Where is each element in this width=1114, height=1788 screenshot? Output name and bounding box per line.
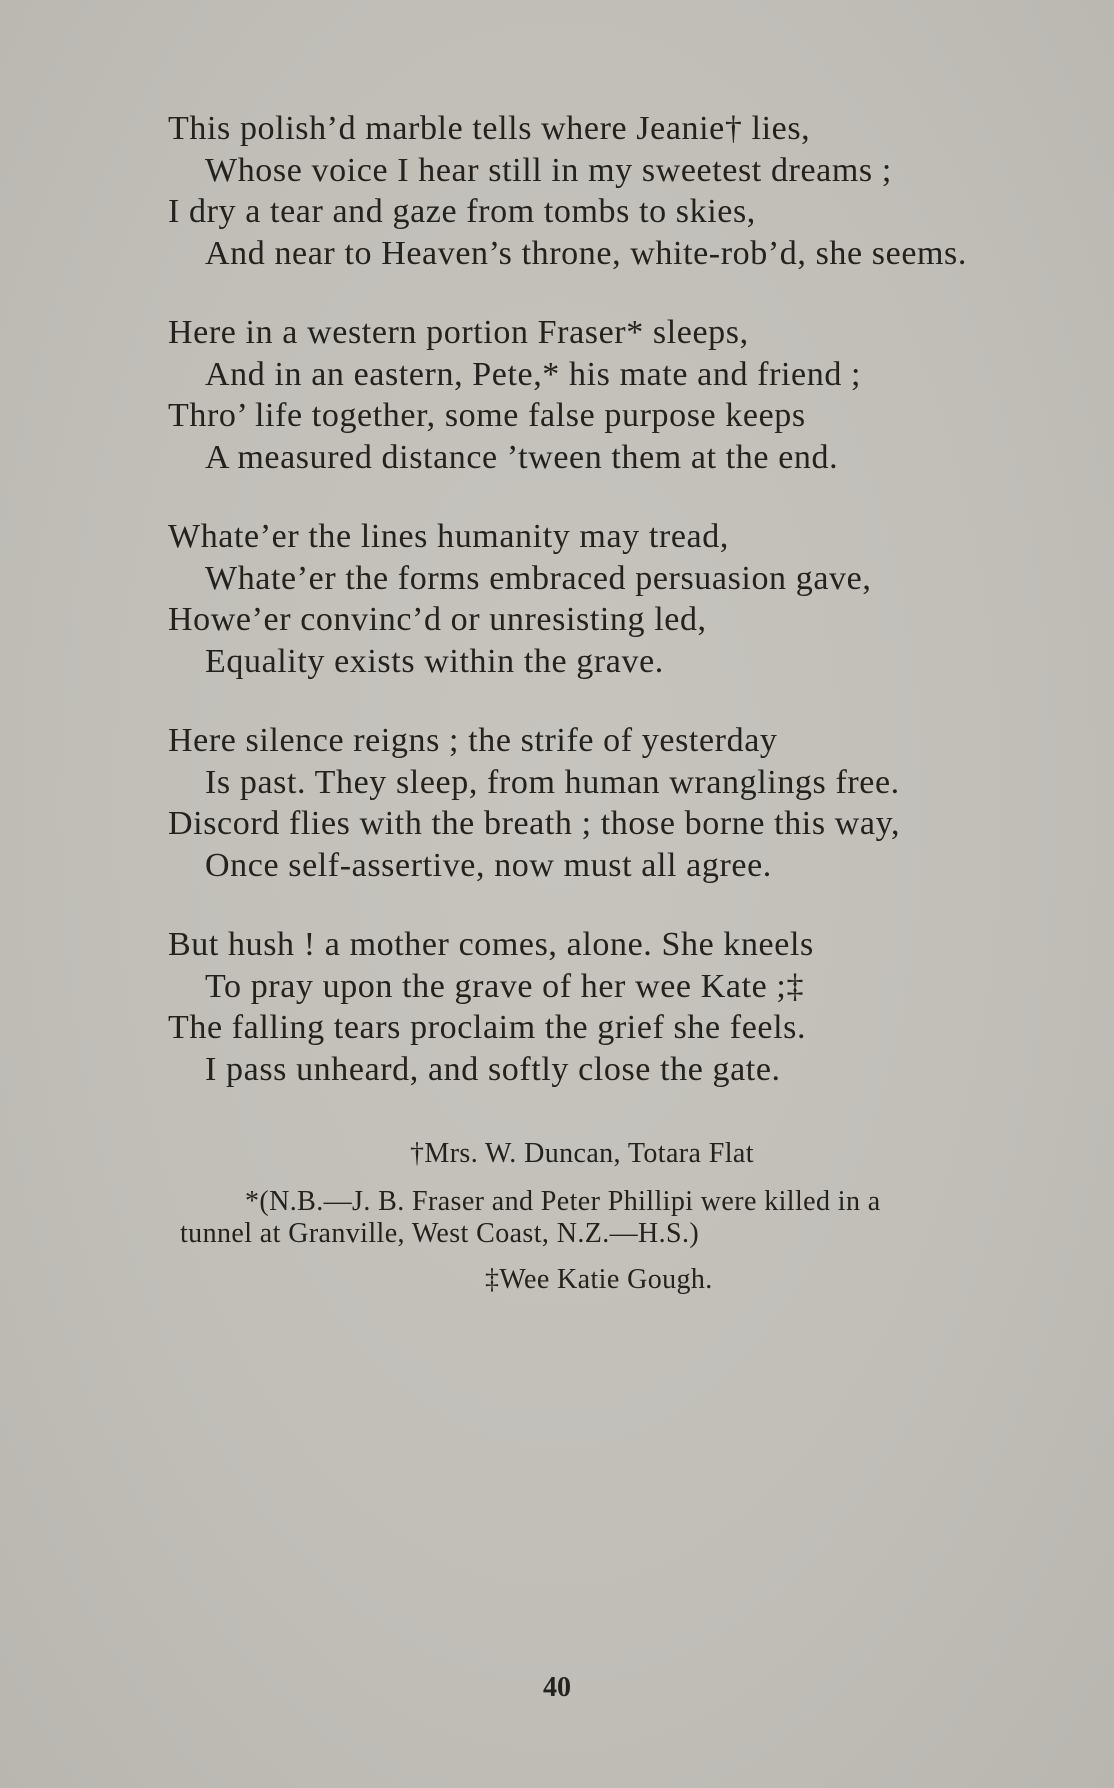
poem-line: Here in a western portion Fraser* sleeps, bbox=[168, 314, 749, 351]
page-number: 40 bbox=[543, 1672, 571, 1703]
poem-line: Discord flies with the breath ; those borne this way, bbox=[168, 805, 901, 842]
footnote-dagger: †Mrs. W. Duncan, Totara Flat bbox=[410, 1138, 754, 1169]
footnote-asterisk-line-2: tunnel at Granville, West Coast, N.Z.—H.S.) bbox=[180, 1218, 700, 1249]
poem-line: Thro’ life together, some false purpose keeps bbox=[168, 397, 806, 434]
stanza-5 bbox=[168, 924, 1068, 1090]
poem-line: Once self-assertive, now must all agree. bbox=[205, 846, 772, 884]
stanza-1 bbox=[168, 108, 1068, 274]
poem-line: And in an eastern, Pete,* his mate and friend ; bbox=[205, 355, 862, 393]
poem-line: The falling tears proclaim the grief she feels. bbox=[168, 1009, 807, 1046]
stanza-3 bbox=[168, 516, 1068, 682]
footnotes bbox=[180, 1138, 1060, 1296]
poem-line: Whate’er the forms embraced persuasion gave, bbox=[205, 559, 872, 597]
poem bbox=[168, 108, 1068, 1128]
poem-line: Equality exists within the grave. bbox=[205, 642, 664, 680]
stanza-4 bbox=[168, 720, 1068, 886]
poem-line: Here silence reigns ; the strife of yesterday bbox=[168, 722, 778, 759]
poem-line: I pass unheard, and softly close the gate. bbox=[205, 1050, 781, 1088]
poem-line: And near to Heaven’s throne, white-rob’d, she seems. bbox=[205, 234, 967, 272]
poem-line: A measured distance ’tween them at the end. bbox=[205, 438, 839, 476]
footnote-asterisk-line-1: *(N.B.—J. B. Fraser and Peter Phillipi were killed in a bbox=[245, 1186, 881, 1217]
poem-line: Whose voice I hear still in my sweetest dreams ; bbox=[205, 151, 892, 189]
poem-line: This polish’d marble tells where Jeanie† lies, bbox=[168, 110, 811, 147]
stanza-2 bbox=[168, 312, 1068, 478]
poem-line: Howe’er convinc’d or unresisting led, bbox=[168, 601, 707, 638]
poem-line: But hush ! a mother comes, alone. She kneels bbox=[168, 926, 814, 963]
footnote-double-dagger: ‡Wee Katie Gough. bbox=[485, 1264, 713, 1295]
poem-line: To pray upon the grave of her wee Kate ;‡ bbox=[205, 967, 805, 1005]
poem-line: Whate’er the lines humanity may tread, bbox=[168, 518, 729, 555]
poem-line: I dry a tear and gaze from tombs to skies, bbox=[168, 193, 756, 230]
poem-line: Is past. They sleep, from human wranglings free. bbox=[205, 763, 900, 801]
